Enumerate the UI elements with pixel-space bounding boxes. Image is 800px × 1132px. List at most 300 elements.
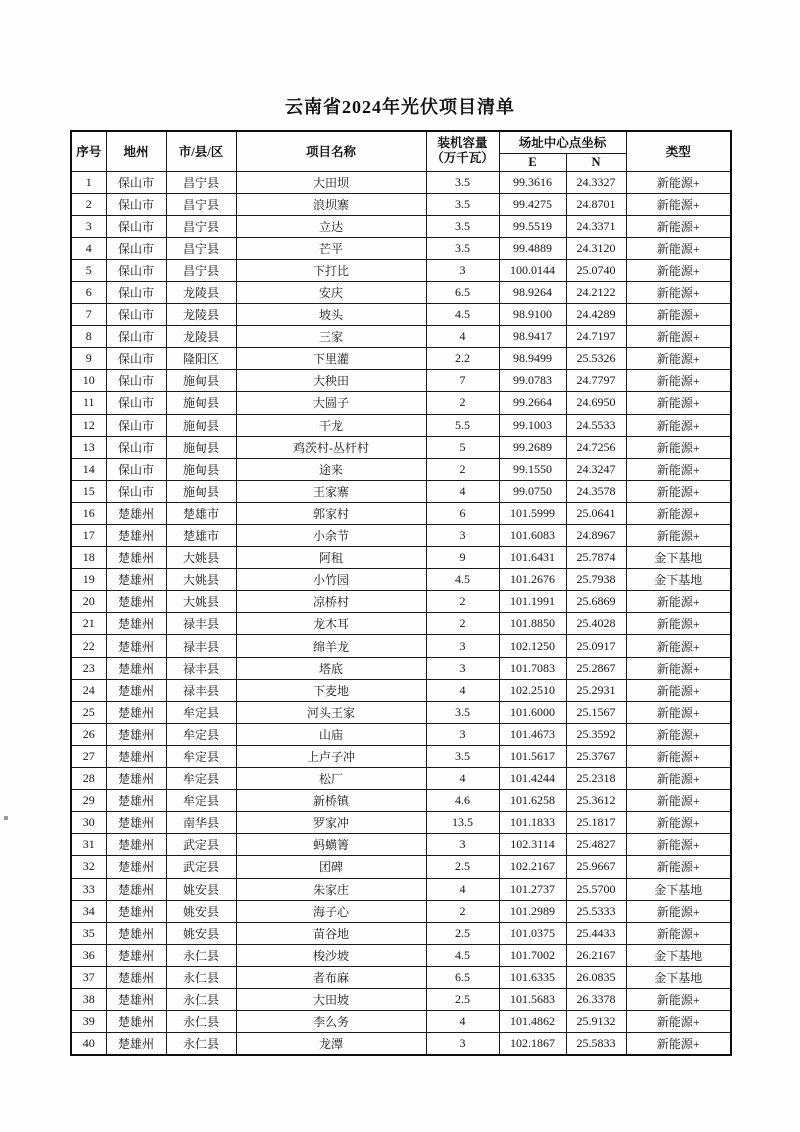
cell-prefecture: 保山市 [106,458,166,480]
cell-type: 新能源+ [626,657,731,679]
cell-seq: 2 [71,193,106,215]
cell-county: 永仁县 [166,1033,236,1055]
cell-seq: 15 [71,480,106,502]
cell-type: 新能源+ [626,370,731,392]
cell-seq: 26 [71,723,106,745]
table-row [71,304,731,326]
table-row [71,900,731,922]
cell-type: 新能源+ [626,502,731,524]
cell-capacity: 3.5 [426,701,499,723]
cell-project: 浪坝寨 [236,193,426,215]
cell-n: 25.9132 [566,1011,626,1033]
cell-e: 98.9264 [499,281,566,303]
cell-capacity: 2.5 [426,988,499,1010]
table-row [71,1033,731,1055]
cell-capacity: 3 [426,723,499,745]
cell-n: 25.4028 [566,613,626,635]
cell-e: 101.2676 [499,569,566,591]
cell-type: 新能源+ [626,281,731,303]
cell-seq: 1 [71,171,106,193]
cell-e: 102.2510 [499,679,566,701]
cell-seq: 21 [71,613,106,635]
cell-project: 立达 [236,215,426,237]
cell-capacity: 3 [426,657,499,679]
cell-prefecture: 楚雄州 [106,502,166,524]
cell-capacity: 3.5 [426,237,499,259]
cell-n: 25.4433 [566,922,626,944]
table-row [71,1011,731,1033]
table-row [71,259,731,281]
cell-seq: 39 [71,1011,106,1033]
cell-e: 101.8850 [499,613,566,635]
cell-prefecture: 楚雄州 [106,591,166,613]
cell-county: 禄丰县 [166,657,236,679]
table-row [71,502,731,524]
cell-capacity: 2 [426,591,499,613]
table-row [71,525,731,547]
cell-prefecture: 保山市 [106,259,166,281]
cell-county: 永仁县 [166,966,236,988]
cell-e: 102.1250 [499,635,566,657]
cell-n: 24.7197 [566,326,626,348]
cell-county: 昌宁县 [166,237,236,259]
cell-seq: 13 [71,436,106,458]
cell-type: 新能源+ [626,591,731,613]
cell-type: 新能源+ [626,348,731,370]
cell-seq: 40 [71,1033,106,1055]
cell-county: 昌宁县 [166,171,236,193]
table-row [71,547,731,569]
cell-e: 101.6258 [499,790,566,812]
cell-n: 24.3327 [566,171,626,193]
cell-e: 101.5999 [499,502,566,524]
cell-project: 小余节 [236,525,426,547]
cell-project: 上卢子冲 [236,745,426,767]
cell-prefecture: 楚雄州 [106,966,166,988]
cell-e: 101.7083 [499,657,566,679]
cell-capacity: 2 [426,392,499,414]
cell-county: 施甸县 [166,370,236,392]
cell-county: 昌宁县 [166,215,236,237]
table-row [71,944,731,966]
cell-n: 24.7797 [566,370,626,392]
cell-seq: 36 [71,944,106,966]
cell-type: 新能源+ [626,812,731,834]
cell-prefecture: 保山市 [106,370,166,392]
cell-e: 101.2737 [499,878,566,900]
table-row [71,966,731,988]
cell-type: 金下基地 [626,944,731,966]
cell-prefecture: 楚雄州 [106,723,166,745]
cell-type: 新能源+ [626,723,731,745]
cell-project: 塔底 [236,657,426,679]
cell-prefecture: 楚雄州 [106,525,166,547]
cell-type: 新能源+ [626,215,731,237]
cell-e: 101.6083 [499,525,566,547]
cell-type: 新能源+ [626,834,731,856]
cell-capacity: 9 [426,547,499,569]
cell-seq: 12 [71,414,106,436]
cell-e: 102.2167 [499,856,566,878]
cell-project: 阿租 [236,547,426,569]
cell-capacity: 3.5 [426,171,499,193]
cell-prefecture: 楚雄州 [106,900,166,922]
cell-project: 河头王家 [236,701,426,723]
cell-type: 新能源+ [626,525,731,547]
cell-seq: 14 [71,458,106,480]
cell-seq: 10 [71,370,106,392]
cell-prefecture: 楚雄州 [106,988,166,1010]
cell-project: 安庆 [236,281,426,303]
cell-type: 新能源+ [626,171,731,193]
cell-county: 禄丰县 [166,679,236,701]
cell-county: 隆阳区 [166,348,236,370]
cell-project: 坡头 [236,304,426,326]
cell-capacity: 2 [426,900,499,922]
table-row [71,790,731,812]
cell-seq: 19 [71,569,106,591]
cell-n: 24.7256 [566,436,626,458]
cell-project: 山庙 [236,723,426,745]
cell-capacity: 4 [426,768,499,790]
cell-seq: 4 [71,237,106,259]
cell-county: 姚安县 [166,922,236,944]
cell-n: 24.2122 [566,281,626,303]
cell-seq: 17 [71,525,106,547]
cell-seq: 30 [71,812,106,834]
cell-n: 25.3767 [566,745,626,767]
cell-e: 101.6431 [499,547,566,569]
cell-seq: 5 [71,259,106,281]
table-row [71,745,731,767]
cell-county: 施甸县 [166,392,236,414]
cell-prefecture: 保山市 [106,414,166,436]
cell-n: 24.3120 [566,237,626,259]
cell-seq: 22 [71,635,106,657]
cell-e: 99.0783 [499,370,566,392]
cell-n: 26.3378 [566,988,626,1010]
cell-county: 楚雄市 [166,502,236,524]
cell-project: 凉桥村 [236,591,426,613]
cell-n: 25.0740 [566,259,626,281]
table-row [71,812,731,834]
cell-county: 大姚县 [166,569,236,591]
cell-seq: 28 [71,768,106,790]
col-header-e: E [499,153,566,171]
cell-prefecture: 楚雄州 [106,790,166,812]
cell-e: 98.9417 [499,326,566,348]
cell-prefecture: 楚雄州 [106,768,166,790]
cell-n: 25.1817 [566,812,626,834]
cell-county: 姚安县 [166,878,236,900]
capacity-header-line2: （万千瓦） [431,151,494,166]
table-row [71,834,731,856]
cell-county: 大姚县 [166,591,236,613]
cell-project: 绵羊龙 [236,635,426,657]
cell-n: 25.5326 [566,348,626,370]
cell-county: 牟定县 [166,768,236,790]
cell-seq: 18 [71,547,106,569]
cell-prefecture: 楚雄州 [106,834,166,856]
cell-seq: 24 [71,679,106,701]
cell-e: 99.1550 [499,458,566,480]
cell-project: 王家寨 [236,480,426,502]
table-row [71,613,731,635]
cell-n: 25.1567 [566,701,626,723]
cell-prefecture: 楚雄州 [106,922,166,944]
cell-county: 南华县 [166,812,236,834]
table-row [71,591,731,613]
cell-county: 龙陵县 [166,304,236,326]
cell-capacity: 3 [426,1033,499,1055]
cell-project: 罗家冲 [236,812,426,834]
cell-county: 昌宁县 [166,259,236,281]
cell-county: 施甸县 [166,458,236,480]
table-row [71,326,731,348]
cell-county: 武定县 [166,856,236,878]
cell-n: 25.5833 [566,1033,626,1055]
cell-prefecture: 保山市 [106,348,166,370]
cell-e: 99.2664 [499,392,566,414]
cell-n: 25.7938 [566,569,626,591]
cell-n: 26.2167 [566,944,626,966]
cell-capacity: 2 [426,458,499,480]
cell-seq: 27 [71,745,106,767]
cell-prefecture: 楚雄州 [106,701,166,723]
cell-project: 大田坡 [236,988,426,1010]
cell-prefecture: 楚雄州 [106,944,166,966]
cell-seq: 7 [71,304,106,326]
table-row [71,436,731,458]
cell-capacity: 4 [426,878,499,900]
table-row [71,458,731,480]
cell-seq: 33 [71,878,106,900]
cell-capacity: 4.5 [426,944,499,966]
cell-n: 25.5700 [566,878,626,900]
cell-type: 新能源+ [626,237,731,259]
cell-prefecture: 保山市 [106,171,166,193]
cell-prefecture: 保山市 [106,281,166,303]
cell-prefecture: 保山市 [106,237,166,259]
cell-prefecture: 保山市 [106,480,166,502]
table-row [71,679,731,701]
table-row [71,281,731,303]
cell-project: 鸡茨村-丛杆村 [236,436,426,458]
cell-e: 98.9499 [499,348,566,370]
cell-prefecture: 楚雄州 [106,547,166,569]
cell-seq: 23 [71,657,106,679]
cell-seq: 11 [71,392,106,414]
cell-capacity: 5 [426,436,499,458]
cell-type: 新能源+ [626,1011,731,1033]
cell-type: 新能源+ [626,1033,731,1055]
cell-capacity: 6.5 [426,966,499,988]
cell-capacity: 3 [426,525,499,547]
cell-e: 101.4862 [499,1011,566,1033]
cell-seq: 3 [71,215,106,237]
cell-e: 99.5519 [499,215,566,237]
cell-n: 25.5333 [566,900,626,922]
cell-e: 101.6335 [499,966,566,988]
scan-artifact [4,816,8,820]
table-row [71,768,731,790]
cell-project: 三家 [236,326,426,348]
cell-e: 101.5617 [499,745,566,767]
cell-e: 101.4673 [499,723,566,745]
cell-prefecture: 楚雄州 [106,1011,166,1033]
cell-type: 金下基地 [626,966,731,988]
cell-county: 牟定县 [166,790,236,812]
cell-county: 龙陵县 [166,281,236,303]
cell-project: 松厂 [236,768,426,790]
cell-county: 禄丰县 [166,613,236,635]
cell-n: 25.0641 [566,502,626,524]
cell-e: 102.1867 [499,1033,566,1055]
cell-prefecture: 楚雄州 [106,569,166,591]
cell-project: 海子心 [236,900,426,922]
cell-capacity: 6.5 [426,281,499,303]
cell-prefecture: 楚雄州 [106,878,166,900]
cell-type: 新能源+ [626,304,731,326]
cell-seq: 25 [71,701,106,723]
cell-e: 101.0375 [499,922,566,944]
cell-county: 姚安县 [166,900,236,922]
cell-e: 101.4244 [499,768,566,790]
table-row [71,723,731,745]
col-header-county: 市/县/区 [166,131,236,171]
cell-capacity: 2.5 [426,922,499,944]
cell-type: 新能源+ [626,436,731,458]
cell-project: 梭沙坡 [236,944,426,966]
cell-county: 昌宁县 [166,193,236,215]
cell-project: 大圆子 [236,392,426,414]
cell-type: 金下基地 [626,878,731,900]
cell-type: 新能源+ [626,480,731,502]
cell-n: 24.3247 [566,458,626,480]
cell-e: 101.5683 [499,988,566,1010]
cell-type: 新能源+ [626,701,731,723]
cell-e: 101.1991 [499,591,566,613]
cell-type: 新能源+ [626,193,731,215]
table-header [71,131,731,171]
cell-project: 苗谷地 [236,922,426,944]
cell-project: 干龙 [236,414,426,436]
table-row [71,988,731,1010]
table-row [71,348,731,370]
cell-project: 龙潭 [236,1033,426,1055]
cell-seq: 6 [71,281,106,303]
cell-county: 施甸县 [166,414,236,436]
cell-e: 99.3616 [499,171,566,193]
col-header-seq: 序号 [71,131,106,171]
cell-prefecture: 楚雄州 [106,613,166,635]
cell-n: 24.6950 [566,392,626,414]
cell-n: 25.4827 [566,834,626,856]
cell-prefecture: 保山市 [106,304,166,326]
pv-project-table [70,130,732,1056]
cell-type: 新能源+ [626,856,731,878]
cell-prefecture: 楚雄州 [106,657,166,679]
cell-type: 金下基地 [626,569,731,591]
table-row [71,414,731,436]
cell-project: 者布麻 [236,966,426,988]
cell-seq: 35 [71,922,106,944]
table-row [71,237,731,259]
cell-type: 新能源+ [626,922,731,944]
cell-n: 24.3578 [566,480,626,502]
cell-capacity: 3.5 [426,193,499,215]
cell-capacity: 3 [426,259,499,281]
cell-n: 25.2867 [566,657,626,679]
col-header-capacity [426,131,499,171]
table-row [71,215,731,237]
cell-seq: 38 [71,988,106,1010]
cell-n: 26.0835 [566,966,626,988]
cell-project: 蚂蟥箐 [236,834,426,856]
cell-county: 楚雄市 [166,525,236,547]
cell-capacity: 5.5 [426,414,499,436]
cell-seq: 16 [71,502,106,524]
cell-prefecture: 楚雄州 [106,745,166,767]
cell-seq: 8 [71,326,106,348]
cell-prefecture: 保山市 [106,326,166,348]
cell-project: 李么务 [236,1011,426,1033]
cell-seq: 37 [71,966,106,988]
table-row [71,878,731,900]
cell-e: 99.0750 [499,480,566,502]
cell-capacity: 4.5 [426,569,499,591]
cell-project: 下里灌 [236,348,426,370]
cell-n: 24.4289 [566,304,626,326]
table-row [71,370,731,392]
cell-e: 102.3114 [499,834,566,856]
cell-prefecture: 楚雄州 [106,635,166,657]
cell-prefecture: 保山市 [106,436,166,458]
cell-prefecture: 楚雄州 [106,812,166,834]
cell-type: 新能源+ [626,635,731,657]
cell-n: 24.3371 [566,215,626,237]
cell-seq: 31 [71,834,106,856]
capacity-header-line1: 装机容量 [437,135,488,150]
cell-e: 99.1003 [499,414,566,436]
cell-seq: 32 [71,856,106,878]
cell-capacity: 3 [426,635,499,657]
table-row [71,856,731,878]
cell-capacity: 4 [426,326,499,348]
table-row [71,657,731,679]
cell-project: 小竹园 [236,569,426,591]
cell-e: 99.2689 [499,436,566,458]
cell-capacity: 3 [426,834,499,856]
col-header-prefecture: 地州 [106,131,166,171]
cell-prefecture: 楚雄州 [106,679,166,701]
cell-e: 99.4275 [499,193,566,215]
cell-capacity: 2.5 [426,856,499,878]
cell-county: 牟定县 [166,723,236,745]
cell-e: 101.6000 [499,701,566,723]
cell-county: 龙陵县 [166,326,236,348]
table-row [71,392,731,414]
cell-prefecture: 保山市 [106,392,166,414]
cell-capacity: 4 [426,679,499,701]
table-row [71,635,731,657]
cell-project: 团碑 [236,856,426,878]
cell-prefecture: 楚雄州 [106,856,166,878]
cell-seq: 9 [71,348,106,370]
cell-type: 新能源+ [626,613,731,635]
cell-county: 永仁县 [166,988,236,1010]
cell-county: 施甸县 [166,480,236,502]
